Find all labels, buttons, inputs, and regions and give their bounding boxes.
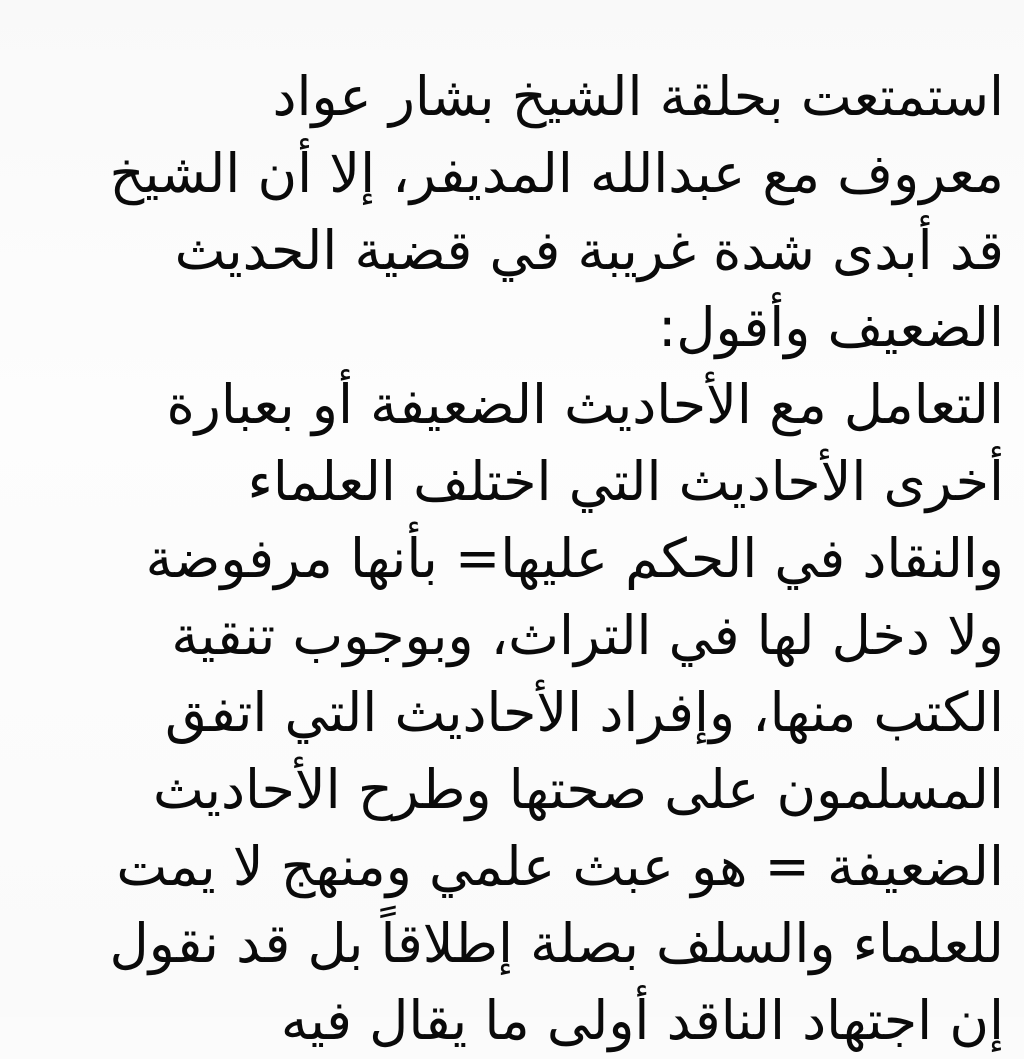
text-line: الضعيفة = هو عبث علمي ومنهج لا يمت [116,835,1004,898]
text-line: التعامل مع الأحاديث الضعيفة أو بعبارة [166,373,1004,436]
arabic-text-block [14,58,1004,1059]
text-line: والنقاد في الحكم عليها= بأنها مرفوضة [145,527,1004,590]
text-line: معروف مع عبدالله المديفر، إلا أن الشيخ [109,142,1004,205]
text-line: الضعيف وأقول: [658,296,1004,359]
text-line: استمتعت بحلقة الشيخ بشار عواد [272,65,1004,128]
text-line: الكتب منها، وإفراد الأحاديث التي اتفق [164,681,1004,744]
text-line: ولا دخل لها في التراث، وبوجوب تنقية [171,604,1004,667]
text-line: قد أبدى شدة غريبة في قضية الحديث [174,219,1004,282]
text-line: إن اجتهاد الناقد أولى ما يقال فيه [280,989,1004,1052]
text-line: المسلمون على صحتها وطرح الأحاديث [152,758,1004,821]
text-line: أخرى الأحاديث التي اختلف العلماء [247,450,1004,513]
text-line: للعلماء والسلف بصلة إطلاقاً بل قد نقول [109,912,1004,975]
